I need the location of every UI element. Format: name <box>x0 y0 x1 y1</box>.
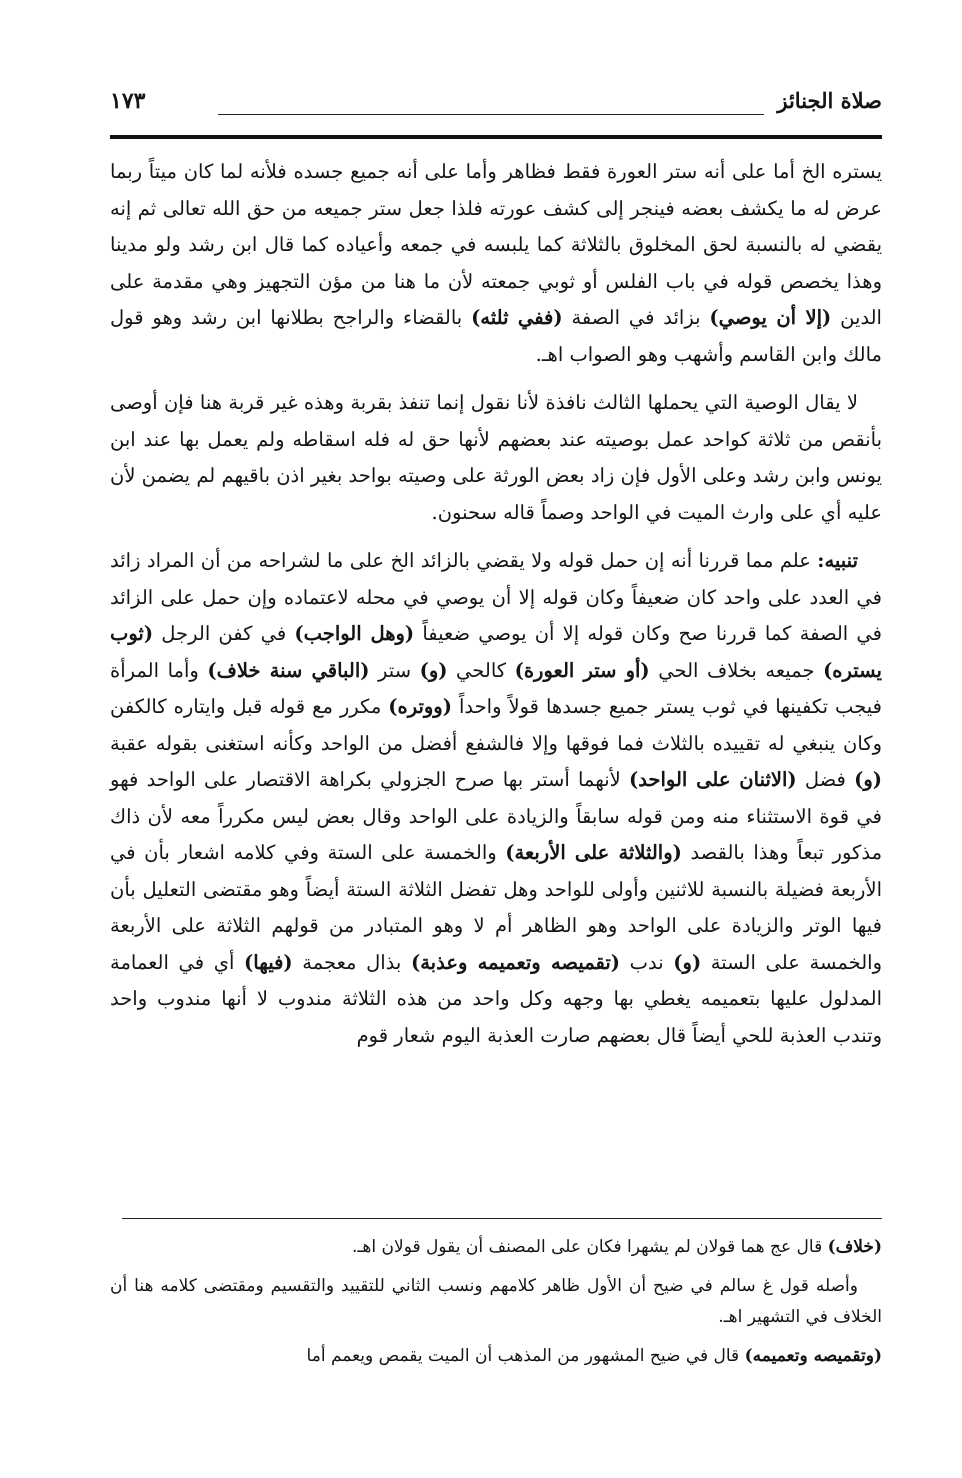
p3-text-11: ندب <box>620 950 674 974</box>
p3-text-12: بذال معجمة <box>292 950 411 974</box>
p3-text-8: فضل <box>796 768 855 791</box>
footnote-2 <box>110 1271 882 1333</box>
p3-bold-8: (الاثنان على الواحد) <box>628 768 797 791</box>
p3-label: تنبيه: <box>817 549 858 572</box>
main-text <box>110 154 882 1066</box>
p3-bold-10: (و) <box>673 950 702 974</box>
p1-text-3: بالقضاء والراجح بطلانها ابن رشد وهو قول مالك وابن القاسم وأشهب وهو الصواب اهـ. <box>110 306 882 366</box>
p3-bold-6: (ووتره) <box>388 695 452 718</box>
p3-bold-2: (ثوب يستره) <box>110 622 882 682</box>
footnote-3-text: قال في ضيح المشهور من المذهب أن الميت يقمص ويعمم أما <box>306 1346 745 1366</box>
page-header <box>110 88 882 128</box>
p3-text-4: كالحي <box>447 658 515 682</box>
paragraph-1 <box>110 154 882 373</box>
p3-text-13: أي في العمامة المدلول عليها بتعميمه يغطي بها وجهه وكل واحد من هذه الثلاثة مندوب لا أنها مندوب واحد وتندب العذبة للحي أيضاً قال بعضهم صارت العذبة اليوم شعار قوم <box>110 950 882 1047</box>
p3-bold-7: (و) <box>854 768 882 791</box>
page-number: ١٧٣ <box>110 88 146 114</box>
p3-text-6: وأما المرأة فيجب تكفينها في ثوب يستر جميع جسدها قولاً واحداً <box>110 658 882 718</box>
p1-bold-2: (ففي ثلثه) <box>471 306 563 329</box>
header-rule <box>218 114 764 115</box>
footnote-rule <box>122 1218 882 1219</box>
p3-text-10: والخمسة على الستة وفي كلامه اشعار بأن في الأربعة فضيلة بالنسبة للاثنين وأولى للواحد وهل تفضل الثلاثة الستة أيضاً وهو مقتضى التعليل بأن فيها الوتر والزيادة على الواحد وهو الظاهر أم لا وهو المتبادر من قولهم الثلاثة على الأربعة والخمسة على الستة <box>110 841 883 974</box>
p2-text: لا يقال الوصية التي يحملها الثالث نافذة لأنا نقول إنما تنفذ بقربة وهذه غير قربة هنا فإن أوصى بأنقص من ثلاثة كواحد عمل بوصيته عند بعضهم لأنها حق له فله اسقاطه ولم يعمل بها عند ابن يونس وابن رشد وعلى الأول فإن زاد بعض الورثة على وصيته بواحد بغير اذن باقيهم لم يضمن لأن عليه أي على وارث الميت في الواحد وصماً قاله سحنون. <box>110 391 882 524</box>
running-title: صلاة الجنائز <box>777 88 882 113</box>
paragraph-2 <box>110 385 882 531</box>
footnote-3 <box>110 1341 882 1372</box>
header-thick-rule <box>110 135 882 139</box>
footnote-1 <box>110 1232 882 1263</box>
footnote-3-bold: (وتقميصه وتعميمه) <box>744 1346 882 1366</box>
p1-text-2: بزائد في الصفة <box>562 306 710 329</box>
p3-bold-4: (و) <box>419 658 448 682</box>
p3-text-3: جميعه بخلاف الحي <box>649 658 824 682</box>
book-page <box>110 88 883 1366</box>
p3-bold-11: (تقميصه وتعميمه وعذبة) <box>410 950 620 974</box>
p3-bold-3: (أو ستر العورة) <box>514 658 650 682</box>
p3-text-1: علم مما قررنا أنه إن حمل قوله ولا يقضي بالزائد الخ على ما لشراحه من أن المراد زائد في العدد على واحد كان ضعيفاً وكان قوله إلا أن يوصي في محله لاعتماده وإن حمل على الزائد في الصفة كما قررنا صح وكان قوله إلا أن يوصي ضعيفاً <box>110 549 882 645</box>
p3-bold-5: (الباقي سنة خلاف) <box>207 658 370 682</box>
p1-text: يستره الخ أما على أنه ستر العورة فقط فظاهر وأما على أنه جميع جسده فلأنه لما كان ميتاً ربما عرض له ما يكشف بعضه فينجر إلى كشف عورته فلذا جعل ستر جميعه من حق الله تعالى ثم إنه يقضي له بالنسبة لحق المخلوق بالثلاثة كما يلبسه في جمعه وأعياده كما قال ابن رشد ولو مدينا وهذا يخصص قوله في باب الفلس أو ثوبي جمعته لأن ما هنا من مؤن التجهيز وهي مقدمة على الدين <box>110 160 882 329</box>
footnote-2-text: وأصله قول غ سالم في ضيح أن الأول ظاهر كلامهم ونسب الثاني للتقييد والتقسيم ومقتضى كلامه هنا أن الخلاف في التشهير اهـ. <box>110 1276 882 1327</box>
p1-bold-1: (إلا أن يوصي) <box>709 306 832 329</box>
p3-text-7: مكرر مع قوله قبل وايتاره كالكفن وكان ينبغي له تقييده بالثلاث فما فوقها وإلا فالشفع أفضل من الواحد وكأنه استغنى بقوله عقبة <box>110 695 882 755</box>
p3-text-9: لأنهما أستر بها صرح الجزولي بكراهة الاقتصار على الواحد فهو في قوة الاستثناء منه ومن قوله سابقاً والزيادة على الواحد وقال بعض ليس مكرراً معه لأن ذاك مذكور تبعاً وهذا بالقصد <box>110 768 883 864</box>
footnote-1-bold: (خلاف) <box>827 1237 882 1257</box>
p3-text-2: في كفن الرجل <box>153 622 295 645</box>
footnote-1-text: قال عج هما قولان لم يشهرا فكان على المصنف أن يقول قولان اهـ. <box>352 1237 828 1257</box>
p3-text-5: ستر <box>369 658 420 682</box>
p3-bold-12: (فيها) <box>244 950 293 974</box>
footnotes <box>110 1232 882 1380</box>
p3-bold-9: (والثلاثة على الأربعة) <box>505 841 682 864</box>
paragraph-3 <box>110 543 882 1054</box>
p3-bold-1: (وهل الواجب) <box>294 622 415 645</box>
